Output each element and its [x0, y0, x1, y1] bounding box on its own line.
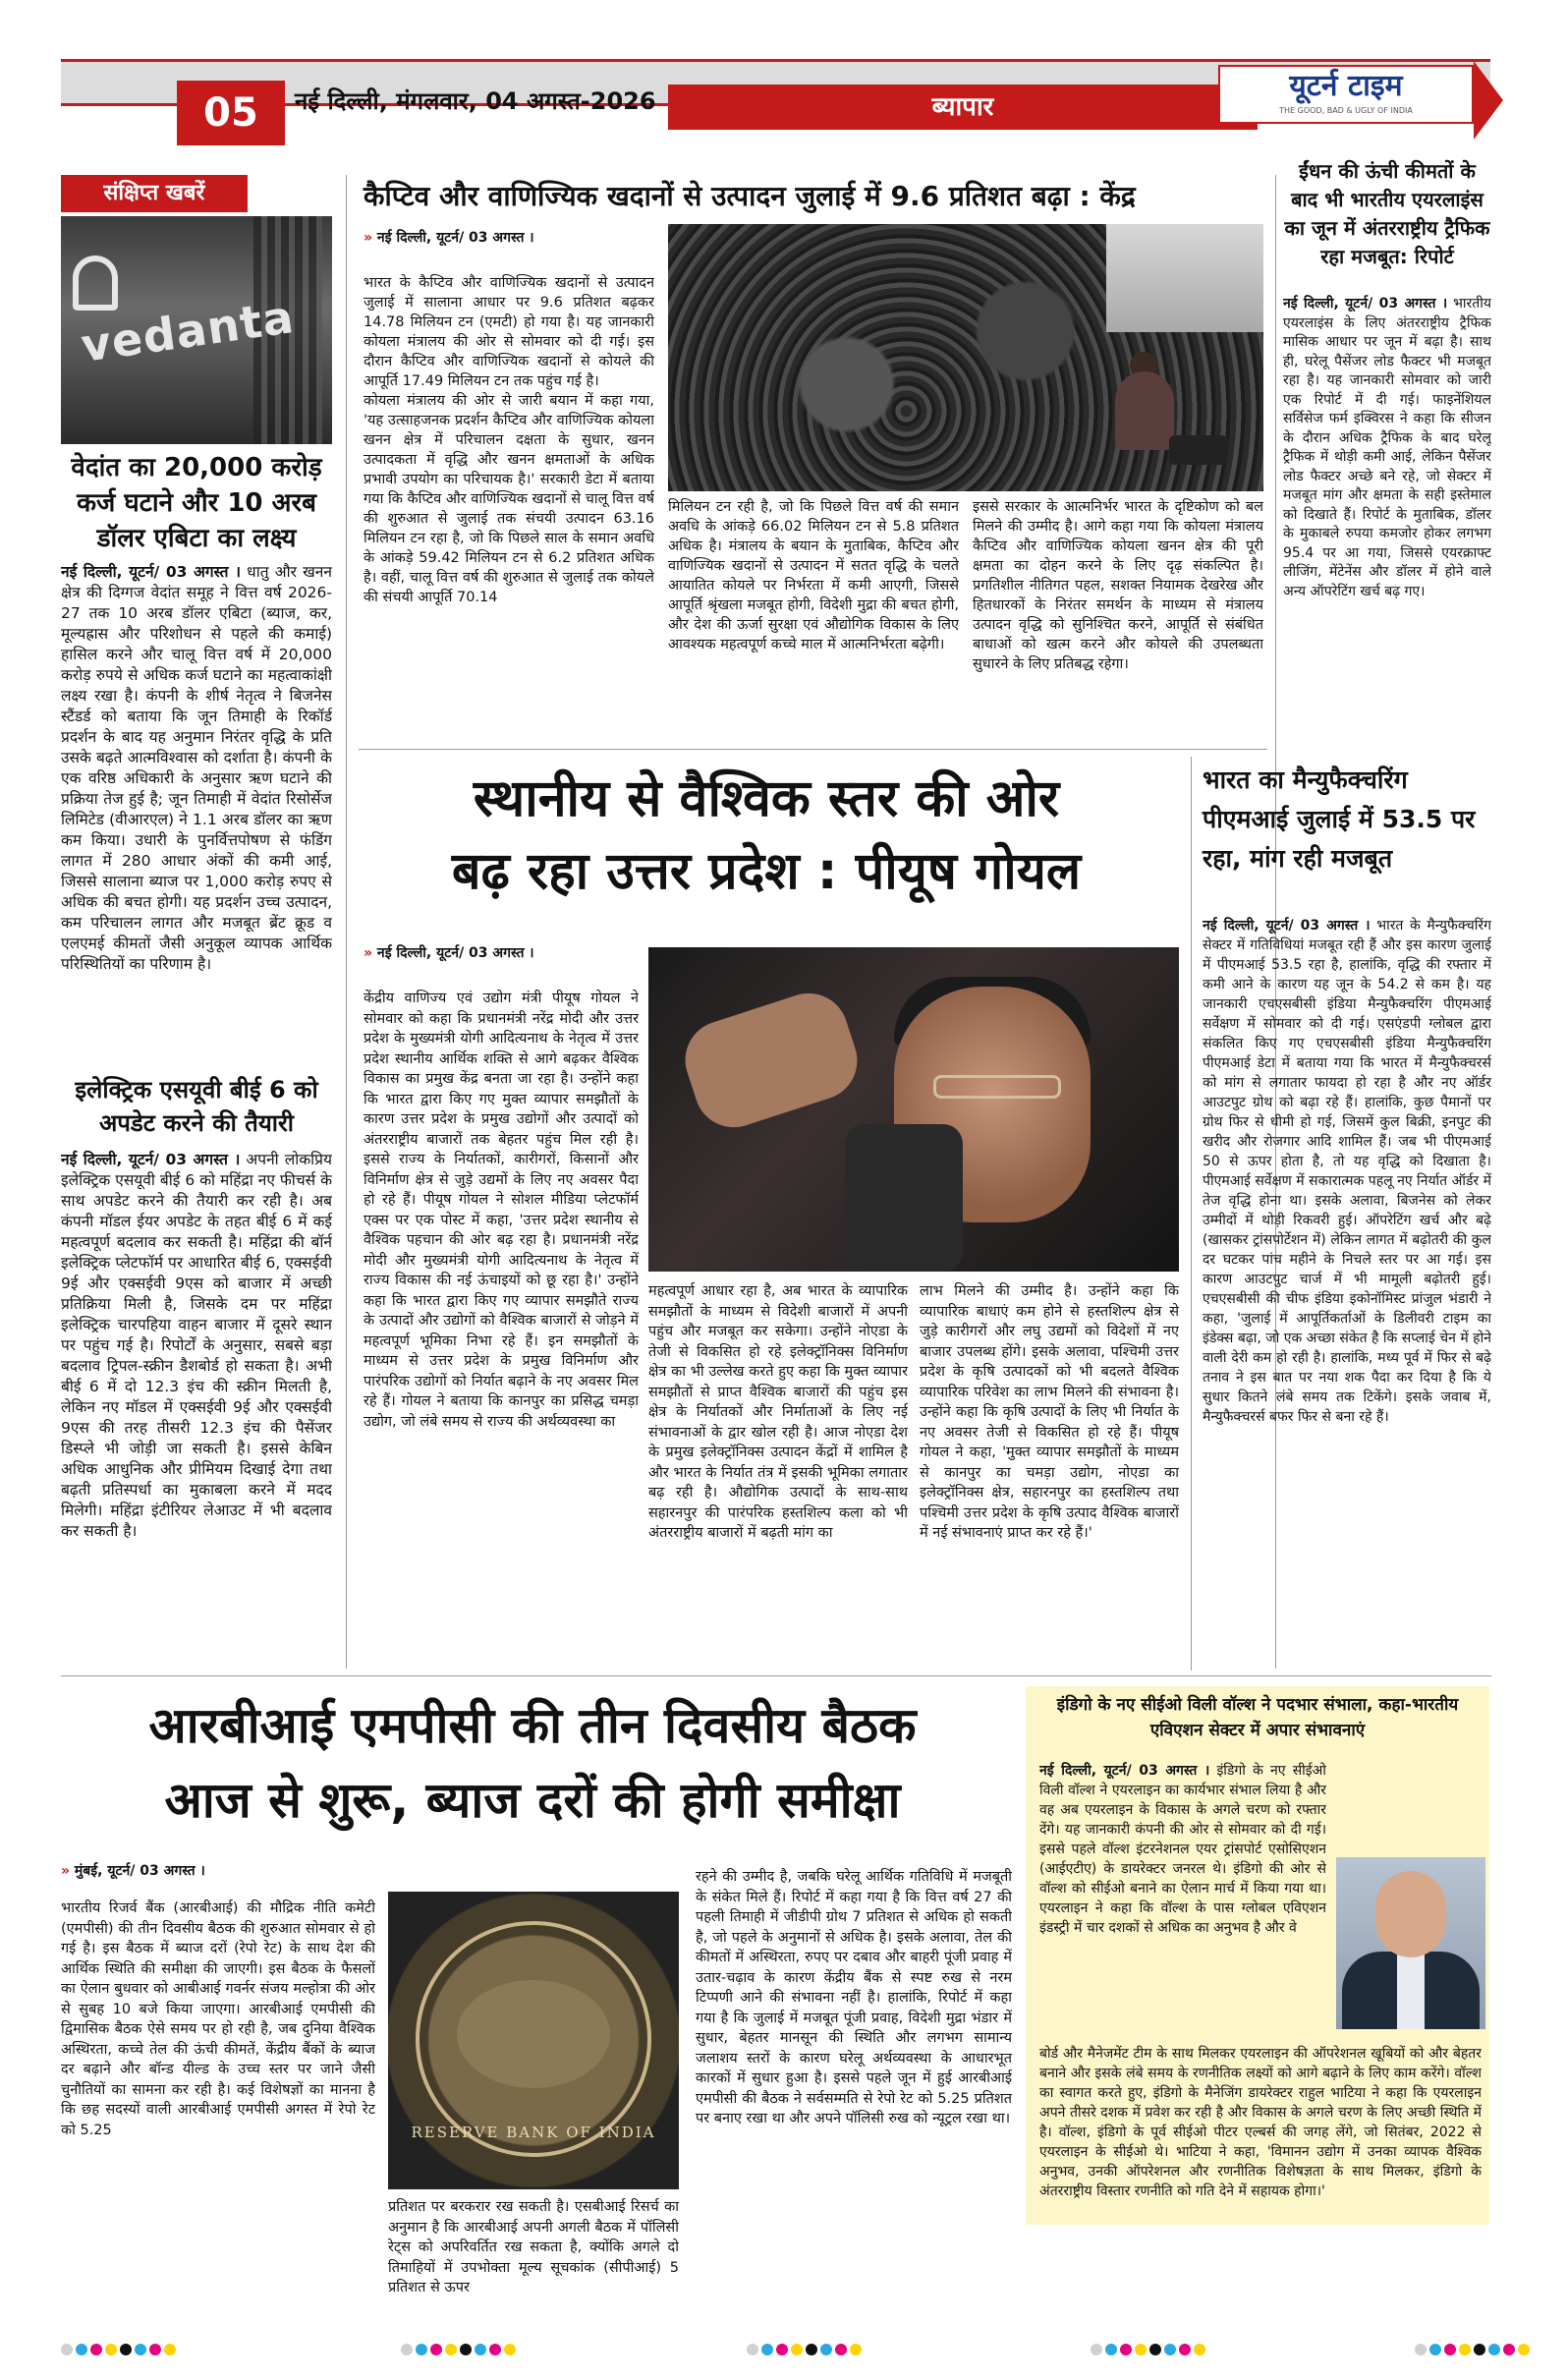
color-dot: [1105, 2344, 1117, 2355]
color-dot: [776, 2344, 788, 2355]
header-arrow-icon: [1474, 61, 1503, 140]
aviation-body: भारतीय एयरलाइंस के लिए अंतरराष्ट्रीय ट्रैफिक मासिक आधार पर जून में बढ़ा है। साथ ही, घरेलू पैसेंजर लोड फैक्टर भी मजबूत रहा है। यह जानकारी सोमवार को जारी एक रिपोर्ट में दी गई। फाइनेंशियल सर्विसेज फर्म इक्विरस ने कहा कि सीजन के दौरान अधिक ट्रैफिक के बाद घरेलू ट्रैफिक में थोड़ी कमी आई, लेकिन पैसेंजर लोड फैक्टर अच्छे बने रहे, जो सेक्टर में मजबूत मांग और क्षमता के सही इस्तेमाल को दिखाते हैं। रिपोर्ट के मुताबिक, डॉलर के मुकाबले रुपया कमजोर होकर लगभग 95.4 पर आ गया, जिससे एयरक्राफ्ट लीजिंग, मेंटेनेंस और डॉलर में होने वाले अन्य ऑपरेटिंग खर्च बढ़ गए।: [1283, 296, 1491, 599]
vedanta-photo: [61, 216, 332, 444]
ev-article: [61, 1150, 332, 1671]
color-dot: [1194, 2344, 1205, 2355]
indigo-article-top: [1039, 1761, 1326, 2036]
color-dot: [835, 2344, 847, 2355]
seal-text: RESERVE BANK OF INDIA: [411, 2124, 656, 2141]
rbi-dateline: [61, 1861, 375, 1882]
color-dot: [1518, 2344, 1530, 2355]
color-dot: [149, 2344, 161, 2355]
coal-dateline-text: नई दिल्ली, यूटर्न/ 03 अगस्त ।: [376, 230, 534, 246]
indigo-body-top: इंडिगो के नए सीईओ विली वॉल्श ने एयरलाइन का कार्यभार संभाल लिया है और वह अब एयरलाइन के विकास के अगले चरण को रफ्तार देंगे। यह जानकारी कंपनी की ओर से सोमवार को दी गई। इससे पहले वॉल्श इंटरनेशनल एयर ट्रांसपोर्ट एसोसिएशन (आईएटीए) के डायरेक्टर जनरल थे। इंडिगो की ओर से वॉल्श को सीईओ बनाने का ऐलान मार्च में किया गया था। एयरलाइन ने कहा कि वॉल्श के पास ग्लोबल एविएशन इंडस्ट्री में चार दशकों से अधिक का अनुभव है और वे: [1039, 1763, 1326, 1936]
color-dot: [850, 2344, 862, 2355]
logo-tagline: THE GOOD, BAD & UGLY OF INDIA: [1279, 106, 1413, 115]
color-dot: [1459, 2344, 1471, 2355]
dateline-arrow-icon: »: [364, 230, 377, 246]
indigo-dateline: नई दिल्ली, यूटर्न/ 03 अगस्त ।: [1039, 1763, 1210, 1779]
rbi-dateline-text: मुंबई, यूटर्न/ 03 अगस्त ।: [74, 1863, 205, 1879]
piyush-goyal-photo: [648, 947, 1179, 1272]
dateline-arrow-icon: »: [364, 945, 377, 961]
section-label: ब्यापार: [668, 85, 1258, 130]
color-dot: [761, 2344, 773, 2355]
coal-dateline: [364, 228, 654, 249]
rbi-col1: भारतीय रिजर्व बैंक (आरबीआई) की मौद्रिक नीति कमेटी (एमपीसी) की तीन दिवसीय बैठक की शुरुआत सोमवार से हो गई है। इस बैठक में ब्याज दरों (रेपो रेट) के साथ देश की आर्थिक स्थिति की समीक्षा की जाएगी। इस बैठक के फैसलों का ऐलान बुधवार को आबीआई गवर्नर संजय मल्होत्रा की ओर से सुबह 10 बजे किया जाएगा। आरबीआई एमपीसी की द्विमासिक बैठक ऐसे समय पर हो रही है, जब दुनिया वैश्विक अस्थिरता, कच्चे तेल की ऊंची कीमतें, केंद्रीय बैंकों के ब्याज दर बढ़ाने और बॉन्ड यील्ड के उच्च स्तर पर जाने जैसी चुनौतियों का सामना कर रही है। कई विशेषज्ञों का मानना है कि छह सदस्यों वाली आरबीआई एमपीसी अगस्त में रेपो रेट को 5.25: [61, 1900, 375, 2138]
indigo-headline: इंडिगो के नए सीईओ विली वॉल्श ने पदभार संभाला, कहा-भारतीय एविएशन सेक्टर में अपार संभावनाएं: [1056, 1695, 1459, 1740]
color-dot: [445, 2344, 457, 2355]
pmi-headline: भारत का मैन्युफैक्चरिंग पीएमआई जुलाई में 53.5 पर रहा, मांग रही मजबूत: [1203, 765, 1476, 873]
ev-dateline: नई दिल्ली, यूटर्न/ 03 अगस्त ।: [61, 1151, 241, 1168]
left-column-divider: [346, 175, 347, 1669]
coal-col1: [364, 273, 654, 739]
vedanta-logo-icon: [73, 255, 118, 311]
color-dot: [1091, 2344, 1102, 2355]
pmi-divider: [1191, 757, 1192, 1671]
footer-color-dots-5: [1415, 2341, 1533, 2354]
pmi-article: [1203, 916, 1491, 1665]
color-dot: [90, 2344, 102, 2355]
worker-figure: [1115, 371, 1174, 450]
glasses: [933, 1075, 1061, 1099]
newspaper-logo: [1218, 65, 1474, 124]
vedanta-logo-text: vedanta: [78, 290, 298, 372]
color-dot: [820, 2344, 832, 2355]
color-dot: [489, 2344, 501, 2355]
footer-color-dots-3: [747, 2341, 865, 2354]
color-dot: [1444, 2344, 1456, 2355]
color-dot: [504, 2344, 516, 2355]
goyal-headline-line1: स्थानीय से वैश्विक स्तर की ओर: [473, 769, 1060, 828]
vedanta-headline: वेदांत का 20,000 करोड़ कर्ज घटाने और 10 अरब डॉलर एबिटा का लक्ष्य: [71, 453, 322, 553]
aviation-headline: ईंधन की ऊंची कीमतों के बाद भी भारतीय एयरलाइंस का जून में अंतरराष्ट्रीय ट्रैफिक रहा मजबूत: रिपोर्ट: [1284, 159, 1490, 268]
color-dot: [1415, 2344, 1427, 2355]
dateline-arrow-icon: »: [61, 1863, 75, 1879]
coal-headline: कैप्टिव और वाणिज्यिक खदानों से उत्पादन जुलाई में 9.6 प्रतिशत बढ़ा : केंद्र: [364, 180, 1136, 212]
aviation-article: [1283, 295, 1491, 743]
goyal-col3: लाभ मिलने की उम्मीद है। उन्होंने कहा कि व्यापारिक बाधाएं कम होने से हस्तशिल्प क्षेत्र से जुड़े कारीगरों और लघु उद्यमों को विदेशों में नए बाजार उपलब्ध होंगे। इसके अलावा, पश्चिमी उत्तर प्रदेश के कृषि उत्पादकों को भी बदलते वैश्विक व्यापारिक परिवेश का लाभ मिलने की संभावना है। उन्होंने कहा कि कृषि उत्पादों के लिए भी निर्यात के नए अवसर तेजी से विकसित हो रहे हैं। पीयूष गोयल ने कहा, 'मुक्त व्यापार समझौतों के माध्यम से कानपुर का चमड़ा उद्योग, नोएडा का इलेक्ट्रॉनिक्स क्षेत्र, सहारनपुर का हस्तशिल्प तथा पश्चिमी उत्तर प्रदेश के कृषि उत्पाद वैश्विक बाजारों में नई संभावनाएं प्राप्त कर रहे हैं।': [920, 1283, 1179, 1541]
page-number: 05: [177, 81, 285, 145]
shirt: [1397, 1952, 1425, 2029]
photo-sky: [1106, 224, 1263, 332]
color-dot: [1135, 2344, 1147, 2355]
color-dot: [76, 2344, 87, 2355]
rbi-seal-photo: [388, 1892, 679, 2189]
color-dot: [430, 2344, 442, 2355]
ev-headline: इलेक्ट्रिक एसयूवी बीई 6 को अपडेट करने की तैयारी: [75, 1076, 318, 1137]
vedanta-body: धातु और खनन क्षेत्र की दिग्गज वेदांत समूह ने वित्त वर्ष 2026-27 तक 10 अरब डॉलर एबिटा (ब्याज, कर, मूल्यह्रास और परिशोधन से पहले की कमाई) हासिल करने और चालू वित्त वर्ष में 20,000 करोड़ रुपये से अधिक कर्ज घटाने का महत्वाकांक्षी लक्ष्य रखा है। कंपनी के शीर्ष नेतृत्व ने बिजनेस स्टैंडर्ड को बताया कि जून तिमाही के रिकॉर्ड प्रदर्शन के बाद यह अनुमान निरंतर वृद्धि के प्रति उसके बढ़ते आत्मविश्वास को दर्शाता है। कंपनी के एक वरिष्ठ अधिकारी के अनुसार ऋण घटाने की प्रक्रिया तेज हुई है; जून तिमाही में वेदांत रिसोर्सेज लिमिटेड (वीआरएल) ने 1.1 अरब डॉलर का ऋण कम किया। उधारी के पुनर्वित्तपोषण से फंडिंग लागत में 280 आधार अंकों की कमी आई, जिससे सालाना ब्याज पर 1,000 करोड़ रुपए से अधिक की बचत होगी। यह प्रदर्शन उच्च उत्पादन, कम परिचालन लागत और मजबूत ब्रेंट क्रूड व एलएमई कीमतों जैसी अनुकूल व्यापक आर्थिक परिस्थितियों का परिणाम है।: [61, 563, 332, 973]
coal-basket: [1169, 435, 1228, 465]
color-dot: [164, 2344, 176, 2355]
indigo-article-bottom: बोर्ड और मैनेजमेंट टीम के साथ मिलकर एयरलाइन की ऑपरेशनल खूबियों को और बेहतर बनाने और इसके लंबे समय के रणनीतिक लक्ष्यों को आगे बढ़ाने के लिए काम करेंगे। वॉल्श का स्वागत करते हुए, इंडिगो के मैनेजिंग डायरेक्टर राहुल भाटिया ने कहा कि एयरलाइन अपने तीसरे दशक में प्रवेश कर रही है और विकास के अगले चरण के लिए अच्छी स्थिति में है। वॉल्श, इंडिगो के पूर्व सीईओ पीटर एल्बर्स की जगह लेंगे, जो सितंबर, 2022 से एयरलाइन के सीईओ थे। भाटिया ने कहा, 'विमानन उद्योग में उनका व्यापक वैश्विक अनुभव, उनकी ऑपरेशनल और रणनीतिक विशेषज्ञता के साथ मिलकर, इंडिगो के अंतरराष्ट्रीय विस्तार रणनीति को गति देने में सहायक होगा।': [1039, 2046, 1482, 2199]
rbi-headline-line2: आज से शुरू, ब्याज दरों की होगी समीक्षा: [164, 1772, 901, 1829]
footer-color-dots-4: [1091, 2341, 1208, 2354]
aviation-dateline: नई दिल्ली, यूटर्न/ 03 अगस्त ।: [1283, 296, 1448, 312]
color-dot: [1120, 2344, 1132, 2355]
color-dot: [1503, 2344, 1515, 2355]
hand-with-phone: [675, 983, 867, 1137]
coal-col1-para1: भारत के कैप्टिव और वाणिज्यिक खदानों से उत्पादन जुलाई में सालाना आधार पर 9.6 प्रतिशत बढ़कर 14.78 मिलियन टन (एमटी) हो गया है। यह जानकारी कोयला मंत्रालय की ओर से सोमवार को दी गई। इस दौरान कैप्टिव और वाणिज्यिक खदानों से कोयले की आपूर्ति 17.49 मिलियन टन तक पहुंच गई है।: [364, 275, 654, 389]
lower-section-divider: [61, 1675, 1491, 1676]
willie-walsh-photo: [1336, 1857, 1485, 2029]
goyal-dateline: [364, 943, 639, 964]
footer-color-dots-1: [61, 2341, 179, 2354]
ev-body: अपनी लोकप्रिय इलेक्ट्रिक एसयूवी बीई 6 को महिंद्रा नए फीचर्स के साथ अपडेट करने की तैयारी कर रही है। अब कंपनी मॉडल ईयर अपडेट के तहत बीई 6 में कई महत्वपूर्ण बदलाव कर सकती है। महिंद्रा की बॉर्न इलेक्ट्रिक प्लेटफॉर्म पर आधारित बीई 6, एक्सईवी 9ई और एक्सईवी 9एस को बाजार में अच्छी प्रतिक्रिया मिली है, जिसके दम पर महिंद्रा इलेक्ट्रिक चारपहिया वाहन बाजार में दूसरे स्थान पर पहुंच गई है। रिपोर्टों के अनुसार, सबसे बड़ा बदलाव ट्रिपल-स्क्रीन डैशबोर्ड हो सकता है। अभी बीई 6 में दो 12.3 इंच की स्क्रीन मिलती है, लेकिन नए मॉडल में एक्सईवी 9ई और एक्सईवी 9एस की तरह तीसरी 12.3 इंच की पैसेंजर डिस्प्ले भी जोड़ी जा सकती है। इससे केबिन अधिक आधुनिक और प्रीमियम दिखाई देगा तथा बढ़ती प्रतिस्पर्धा का मुकाबला करने में मदद मिलेगी। महिंद्रा इंटीरियर लेआउट में भी बदलाव कर सकती है।: [61, 1151, 332, 1540]
color-dot: [1149, 2344, 1161, 2355]
color-dot: [460, 2344, 472, 2355]
color-dot: [1164, 2344, 1176, 2355]
goyal-col1: केंद्रीय वाणिज्य एवं उद्योग मंत्री पीयूष गोयल ने सोमवार को कहा कि प्रधानमंत्री नरेंद्र मोदी और उत्तर प्रदेश के मुख्यमंत्री योगी आदित्यनाथ के नेतृत्व में उत्तर प्रदेश स्थानीय आर्थिक शक्ति से आगे बढ़कर वैश्विक विकास का प्रमुख केंद्र बनता जा रहा है। उन्होंने कहा कि भारत द्वारा किए गए मुक्त व्यापार समझौतों के कारण उत्तर प्रदेश के प्रमुख उद्योगों और उत्पादों को अंतरराष्ट्रीय बाजारों तक बेहतर पहुंच मिल रही है। इससे राज्य के निर्यातकों, कारीगरों, किसानों और विनिर्माण क्षेत्र से जुड़े उद्यमों के लिए नए अवसर पैदा हो रहे हैं। पीयूष गोयल ने सोशल मीडिया प्लेटफॉर्म एक्स पर एक पोस्ट में कहा, 'उत्तर प्रदेश स्थानीय से वैश्विक पहचान की ओर बढ़ रहा है। प्रधानमंत्री नरेंद्र मोदी और मुख्यमंत्री योगी आदित्यनाथ के नेतृत्व में राज्य विकास की नई ऊंचाइयों को छू रहा है।' उन्होंने कहा कि भारत द्वारा किए गए व्यापार समझौते राज्य के उत्पादों और उद्योगों को वैश्विक बाजारों से जोड़ने में महत्वपूर्ण भूमिका निभा रहे हैं। इन समझौतों के माध्यम से उत्तर प्रदेश के प्रमुख विनिर्माण और पारंपरिक उद्योगों को निर्यात बढ़ाने के नए अवसर मिल रहे हैं। गोयल ने बताया कि कानपुर का प्रसिद्ध चमड़ा उद्योग, जो लंबे समय से राज्य की अर्थव्यवस्था का: [364, 991, 639, 1430]
rbi-col2: प्रतिशत पर बरकरार रख सकती है। एसबीआई रिसर्च का अनुमान है कि आरबीआई अपनी अगली बैठक में पॉलिसी रेट्स को अपरिवर्तित रख सकता है, क्योंकि अगले दो तिमाहियों में उपभोक्ता मूल्य सूचकांक (सीपीआई) 5 प्रतिशत से ऊपर: [388, 2199, 679, 2295]
color-dot: [135, 2344, 146, 2355]
color-dot: [105, 2344, 117, 2355]
color-dot: [475, 2344, 486, 2355]
coal-mine-photo: [668, 224, 1263, 491]
coal-col2: मिलियन टन रही है, जो कि पिछले वित्त वर्ष की समान अवधि के आंकड़े 66.02 मिलियन टन से 5.8 प्रतिशत अधिक है। मंत्रालय के बयान के मुताबिक, कैप्टिव और वाणिज्यिक खदानों से उत्पादन में सतत वृद्धि के चलते आयातित कोयले पर निर्भरता में कमी आएगी, जिससे आपूर्ति श्रृंखला मजबूत होगी, विदेशी मुद्रा की बचत होगी, और देश की ऊर्जा सुरक्षा एवं औद्योगिक विकास के लिए आवश्यक महत्वपूर्ण कच्चे माल में आत्मनिर्भरता बढ़ेगी।: [668, 499, 959, 652]
tiger-emblem-icon: [457, 1980, 610, 2088]
pmi-dateline: नई दिल्ली, यूटर्न/ 03 अगस्त ।: [1203, 918, 1371, 934]
goyal-dateline-text: नई दिल्ली, यूटर्न/ 03 अगस्त ।: [376, 945, 534, 961]
color-dot: [1488, 2344, 1500, 2355]
color-dot: [791, 2344, 803, 2355]
color-dot: [401, 2344, 413, 2355]
goyal-col2: महत्वपूर्ण आधार रहा है, अब भारत के व्यापारिक समझौतों के माध्यम से विदेशी बाजारों में अपनी पहुंच और मजबूत कर सकेगा। उन्होंने नोएडा के तेजी से विकसित हो रहे इलेक्ट्रॉनिक्स विनिर्माण क्षेत्र का भी उल्लेख करते हुए कहा कि मुक्त व्यापार समझौतों से प्राप्त वैश्विक बाजारों की पहुंच इस क्षेत्र के निर्यातकों और निर्माताओं के लिए नई संभावनाओं के द्वार खोल रही है। आज नोएडा देश के प्रमुख इलेक्ट्रॉनिक्स उत्पादन केंद्रों में शामिल है और भारत के निर्यात तंत्र में इसकी भूमिका लगातार बढ़ रही है। औद्योगिक उत्पादों के साथ-साथ सहारनपुर की पारंपरिक हस्तशिल्प कला को भी अंतरराष्ट्रीय बाजारों में बढ़ती मांग का: [648, 1283, 908, 1541]
microphone: [845, 1124, 963, 1272]
coal-bottom-divider: [359, 749, 1267, 750]
color-dot: [416, 2344, 427, 2355]
goyal-headline-line2: बढ़ रहा उत्तर प्रदेश : पीयूष गोयल: [451, 842, 1082, 901]
rbi-col3: रहने की उम्मीद है, जबकि घरेलू आर्थिक गतिविधि में मजबूती के संकेत मिले हैं। रिपोर्ट में कहा गया है कि वित्त वर्ष 27 की पहली तिमाही में जीडीपी ग्रोथ 7 प्रतिशत से अधिक हो सकती है, जो पहले के अनुमानों से अधिक है। इसके अलावा, तेल की कीमतों में अस्थिरता, रुपए पर दबाव और बाहरी पूंजी प्रवाह में उतार-चढ़ाव के कारण केंद्रीय बैंक से स्पष्ट रुख से नरम टिप्पणी आने की संभावना नहीं है। हालांकि, रिपोर्ट में कहा गया है कि जुलाई में मजबूत पूंजी प्रवाह, विदेशी मुद्रा भंडार में सुधार, बेहतर मानसून की स्थिति और लगभग सामान्य जलाशय स्तरों के कारण घरेलू अर्थव्यवस्था के आधारभूत कारकों में सुधार हुआ है। इससे पहले जून में हुई आरबीआई एमपीसी की बैठक ने सर्वसम्मति से रेपो रेट को 5.25 प्रतिशत पर बनाए रखा था और अपने पॉलिसी रुख को न्यूट्रल रखा था।: [696, 1869, 1012, 2126]
color-dot: [747, 2344, 758, 2355]
header-date: नई दिल्ली, मंगलवार, 04 अगस्त-2026: [295, 87, 656, 115]
vedanta-article: [61, 562, 332, 1065]
coal-col3: इससे सरकार के आत्मनिर्भर भारत के दृष्टिकोण को बल मिलने की उम्मीद है। आगे कहा गया कि कोयला मंत्रालय कैप्टिव और वाणिज्यिक कोयला खनन क्षेत्र की पूरी क्षमता का दोहन करने के लिए दृढ़ संकल्पित है। प्रगतिशील नीतिगत पहल, सशक्त नियामक देखरेख और हितधारकों के निरंतर समर्थन के माध्यम से मंत्रालय उत्पादन वृद्धि को सुनिश्चित करने, आपूर्ति से संबंधित बाधाओं को खत्म करने और कोयले की उपलब्धता सुधारने के लिए प्रतिबद्ध रहेगा।: [973, 499, 1263, 672]
footer-color-dots-2: [401, 2341, 519, 2354]
coal-col1-para2: कोयला मंत्रालय की ओर से जारी बयान में कहा गया, 'यह उत्साहजनक प्रदर्शन कैप्टिव और वाणिज्यिक कोयला खनन क्षेत्र में परिचालन दक्षता के सुधार, खनन उत्पादकता में वृद्धि और खनन क्षमताओं के अधिक प्रभावी उपयोग का परिचायक है।' सरकारी डेटा में बताया गया कि कैप्टिव और वाणिज्यिक खदानों से चालू वित्त वर्ष की शुरुआत से जुलाई तक संचयी उत्पादन 63.16 मिलियन टन रहा है, जो कि पिछले साल के समान अवधि के आंकड़े 59.42 मिलियन टन से 6.2 प्रतिशत अधिक है। वहीं, चालू वित्त वर्ष की शुरुआत से जुलाई तक कोयले की संचयी आपूर्ति 70.14: [364, 393, 654, 605]
logo-text: यूटर्न टाइम: [1289, 69, 1403, 103]
face: [1375, 1871, 1446, 1957]
color-dot: [1429, 2344, 1441, 2355]
color-dot: [120, 2344, 132, 2355]
color-dot: [61, 2344, 73, 2355]
color-dot: [806, 2344, 817, 2355]
rbi-headline-line1: आरबीआई एमपीसी की तीन दिवसीय बैठक: [148, 1697, 917, 1754]
color-dot: [1474, 2344, 1485, 2355]
vedanta-dateline: नई दिल्ली, यूटर्न/ 03 अगस्त ।: [61, 563, 241, 581]
brief-news-label: संक्षिप्त खबरें: [61, 175, 248, 212]
pmi-body: भारत के मैन्युफैक्चरिंग सेक्टर में गतिविधियां मजबूत रही हैं और इस कारण जुलाई में पीएमआई 53.5 रहा है, हालांकि, वृद्धि की रफ्तार में कमी आने के कारण यह जून के 54.2 से कम है। यह जानकारी एचएसबीसी इंडिया मैन्युफैक्चरिंग पीएमआई सर्वेक्षण में सोमवार को दी गई। एसएंडपी ग्लोबल द्वारा संकलित किए गए एचएसबीसी इंडिया मैन्युफैक्चरिंग पीएमआई डेटा में बताया गया कि भारत में मैन्युफैक्चरर्स को मांग से लगातार फायदा हो रहा है और नए ऑर्डर आउटपुट ग्रोथ को बढ़ा रहे हैं। हालांकि, कुछ पैमानों पर ग्रोथ फिर से धीमी हो गई, जिसमें कुल बिक्री, इनपुट की खरीद और रोजगार आदि शामिल हैं। जब भी पीएमआई 50 से ऊपर होता है, तो यह वृद्धि को दिखाता है। पीएमआई सर्वेक्षण में सकारात्मक पहलू नए निर्यात ऑर्डर में तेज वृद्धि होना था। इसके अलावा, बिजनेस को लेकर उम्मीदों में थोड़ी रिकवरी हुई। ऑपरेटिंग खर्च और बढ़े (खासकर ट्रांसपोर्टेशन में) लेकिन लागत में बढ़ोतरी की कुल दर घटकर पांच महीने के निचले स्तर पर आ गई। इस कारण आउटपुट चार्ज में भी मामूली बढ़ोतरी हुई। एचएसबीसी की चीफ इंडिया इकोनॉमिस्ट प्रांजुल भंडारी ने कहा, 'जुलाई में आपूर्तिकर्ताओं के डिलीवरी टाइम का इंडेक्स बढ़ा, जो एक अच्छा संकेत है कि सप्लाई चेन में होने वाली देरी कम हो रही है। हालांकि, मध्य पूर्व में फिर से बढ़े तनाव ने इस बात पर नया शक पैदा कर दिया है कि ये सुधार कितने लंबे समय तक टिकेंगे। इसके जवाब में, मैन्युफैक्चरर्स बफर फिर से बना रहे हैं।: [1203, 918, 1491, 1425]
color-dot: [1179, 2344, 1191, 2355]
